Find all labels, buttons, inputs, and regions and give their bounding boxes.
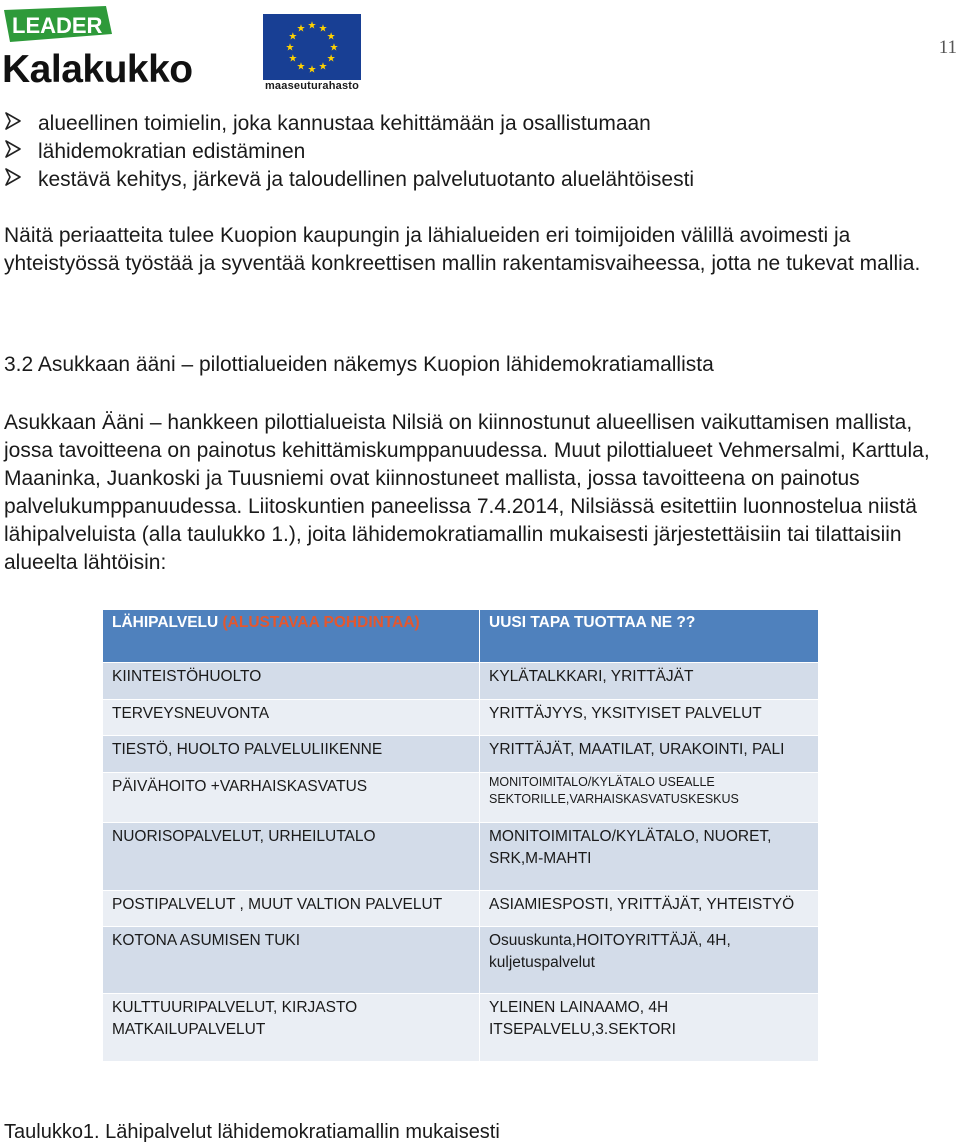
eu-star-icon: ★ [288,53,298,65]
table-row [103,699,819,736]
section-heading: 3.2 Asukkaan ääni – pilottialueiden näkemys Kuopion lähidemokratiamallista [4,353,714,376]
page-number: 11 [938,37,957,58]
paragraph-pilot-areas: Asukkaan Ääni – hankkeen pilottialueista Nilsiä on kiinnostunut alueellisen vaikuttamisen mallista, jossa tavoitteena on painotus kehittämiskumppanuudessa. Muut pilottialueet Vehmersalmi, Karttula, Maaninka, Juankoski ja Tuusniemi ovat kiinnostuneet mallista, jossa tavoitteena on painotus palvelukumppanuudessa. Liitoskuntien paneelissa 7.4.2014, Nilsiässä esitettiin luonnostelua niistä lähipalveluista (alla taulukko 1.), joita lähidemokratiamallin mukaisesti järjestettäisiin tai tilattaisiin alueelta lähtöisin: [4,411,930,574]
list-item-text: lähidemokratian edistäminen [38,140,306,163]
eu-star-icon: ★ [307,20,317,32]
eu-caption: maaseuturahasto [264,80,360,92]
services-table [102,609,819,1062]
leader-logo-text: LEADER [12,13,103,38]
list-item [4,110,944,138]
table-cell-method: ASIAMIESPOSTI, YRITTÄJÄT, YHTEISTYÖ [480,890,819,927]
header-left-note: (ALUSTAVAA POHDINTAA) [222,614,420,631]
table-cell-method: MONITOIMITALO/KYLÄTALO, NUORET, SRK,M-MAHTI [480,823,819,890]
eu-star-icon: ★ [288,31,298,43]
header-left-label: LÄHIPALVELU [112,614,219,631]
table-cell-method: YRITTÄJYYS, YKSITYISET PALVELUT [480,699,819,736]
eu-star-icon: ★ [318,61,328,73]
table-cell-service: TERVEYSNEUVONTA [103,699,480,736]
list-item-text: kestävä kehitys, järkevä ja taloudellinen palvelutuotanto aluelähtöisesti [38,168,695,191]
kalakukko-logo: Kalakukko [2,48,193,91]
table-row [103,772,819,823]
table-cell-service: KULTTUURIPALVELUT, KIRJASTO MATKAILUPALVELUT [103,994,480,1062]
table-cell-method: KYLÄTALKKARI, YRITTÄJÄT [480,663,819,700]
eu-star-icon: ★ [285,42,295,54]
table-row [103,736,819,773]
leader-logo [2,4,114,44]
eu-star-icon: ★ [296,61,306,73]
list-item [4,166,944,194]
eu-star-icon: ★ [329,42,339,54]
paragraph-principles: Näitä periaatteita tulee Kuopion kaupungin ja lähialueiden eri toimijoiden välillä avoimesti ja yhteistyössä työstää ja syventää konkreettisen mallin rakentamisvaiheessa, jotta ne tukevat mallia. [4,224,921,275]
table-row [103,927,819,994]
table-cell-method: Osuuskunta,HOITOYRITTÄJÄ, 4H, kuljetuspalvelut [480,927,819,994]
eu-flag-icon [263,14,361,80]
table-cell-service: TIESTÖ, HUOLTO PALVELULIIKENNE [103,736,480,773]
table-row [103,663,819,700]
table-cell-method: YRITTÄJÄT, MAATILAT, URAKOINTI, PALI [480,736,819,773]
table-caption: Taulukko1. Lähipalvelut lähidemokratiamallin mukaisesti [4,1121,500,1143]
list-item [4,138,944,166]
arrow-bullet-icon [4,112,38,136]
table-row [103,890,819,927]
eu-star-icon: ★ [326,31,336,43]
table-row [103,994,819,1062]
table-header-right: UUSI TAPA TUOTTAA NE ?? [480,610,819,663]
eu-star-icon: ★ [326,53,336,65]
eu-star-icon: ★ [296,23,306,35]
table-cell-service: PÄIVÄHOITO +VARHAISKASVATUS [103,772,480,823]
table-cell-method: MONITOIMITALO/KYLÄTALO USEALLE SEKTORILLE,VARHAISKASVATUSKESKUS [480,772,819,823]
arrow-bullet-icon [4,168,38,192]
table-cell-method: YLEINEN LAINAAMO, 4H ITSEPALVELU,3.SEKTORI [480,994,819,1062]
table-cell-service: NUORISOPALVELUT, URHEILUTALO [103,823,480,890]
arrow-bullet-icon [4,140,38,164]
table-header-left [103,610,480,663]
table-cell-service: KOTONA ASUMISEN TUKI [103,927,480,994]
list-item-text: alueellinen toimielin, joka kannustaa kehittämään ja osallistumaan [38,112,651,135]
eu-star-icon: ★ [307,64,317,76]
eu-star-icon: ★ [318,23,328,35]
table-cell-service: POSTIPALVELUT , MUUT VALTION PALVELUT [103,890,480,927]
table-cell-service: KIINTEISTÖHUOLTO [103,663,480,700]
table-header-row [103,610,819,663]
principle-list [4,110,944,194]
table-row [103,823,819,890]
